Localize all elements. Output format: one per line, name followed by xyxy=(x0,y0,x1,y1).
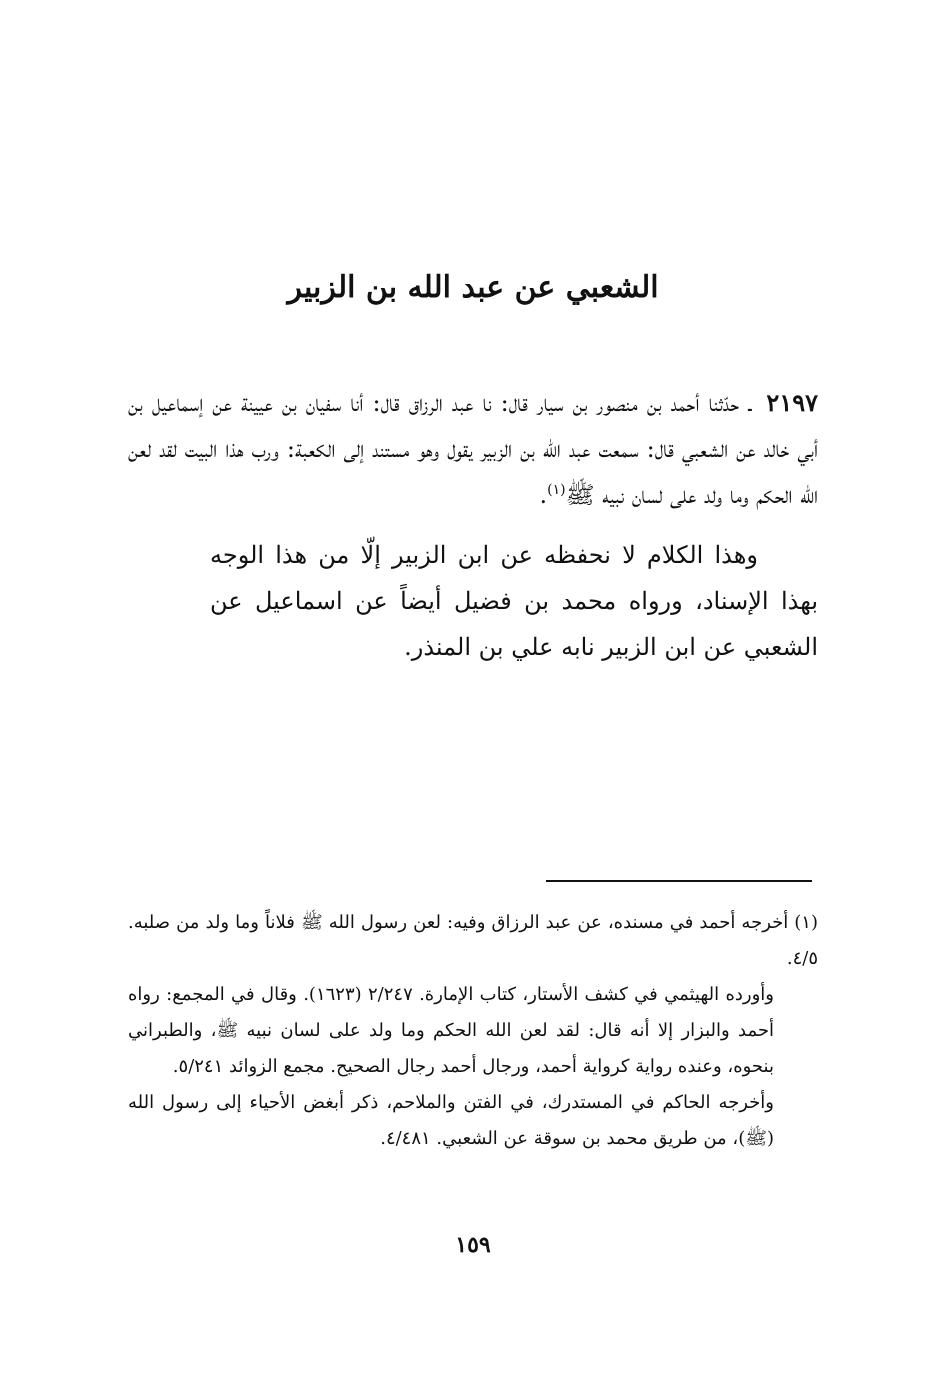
footnote-text: وأخرجه الحاكم في المستدرك، في الفتن والملاحم، ذكر أبغض الأحياء إلى رسول الله (ﷺ)، من طريق محمد بن سوقة عن الشعبي. ٤/٤٨١. xyxy=(128,1092,774,1149)
hadith-text: حدّثنا أحمد بن منصور بن سيار قال: نا عبد الرزاق قال: أنا سفيان بن عيينة عن إسماعيل بن أبي خالد عن الشعبي قال: سمعت عبد الله بن الزبير يقول وهو مستند إلى الكعبة: ورب هذا البيت لقد لعن الله الحكم وما ولد على لسان نبيه ﷺ xyxy=(128,389,818,509)
footnote-text: وأورده الهيثمي في كشف الأستار، كتاب الإمارة. ٢/٢٤٧ (١٦٢٣). وقال في المجمع: رواه أحمد والبزار إلا أنه قال: لقد لعن الله الحكم وما ولد على لسان نبيه ﷺ، والطبراني بنحوه، وعنده رواية كرواية أحمد، ورجال أحمد رجال الصحيح. مجمع الزوائد ٥/٢٤١. xyxy=(128,984,775,1077)
footnote-text: أخرجه أحمد في مسنده، عن عبد الرزاق وفيه: لعن رسول الله ﷺ فلاناً وما ولد من صلبه. ٤/٥. xyxy=(128,912,818,969)
hadith-number: ٢١٩٧ xyxy=(766,388,818,417)
footnote-item xyxy=(128,905,818,977)
hadith-comment: وهذا الكلام لا نحفظه عن ابن الزبير إلّا من هذا الوجه بهذا الإسناد، ورواه محمد بن فضيل أيضاً عن اسماعيل عن الشعبي عن ابن الزبير نابه علي بن المنذر. xyxy=(210,541,818,661)
hadith-paragraph xyxy=(128,380,818,518)
footnote-label: (١) xyxy=(794,912,818,933)
footnote-item xyxy=(128,1085,818,1157)
chapter-title: الشعبي عن عبد الله بن الزبير xyxy=(287,270,659,305)
footnote-divider xyxy=(546,880,812,882)
hadith-separator: ـ xyxy=(748,389,752,417)
footnote-reference[interactable]: (١) xyxy=(547,482,566,498)
hadith-block xyxy=(128,380,818,670)
hadith-end-mark: . xyxy=(539,481,548,509)
footnotes-section xyxy=(128,905,818,1157)
footnote-item xyxy=(128,977,818,1085)
page-number: ١٥٩ xyxy=(455,1232,491,1258)
